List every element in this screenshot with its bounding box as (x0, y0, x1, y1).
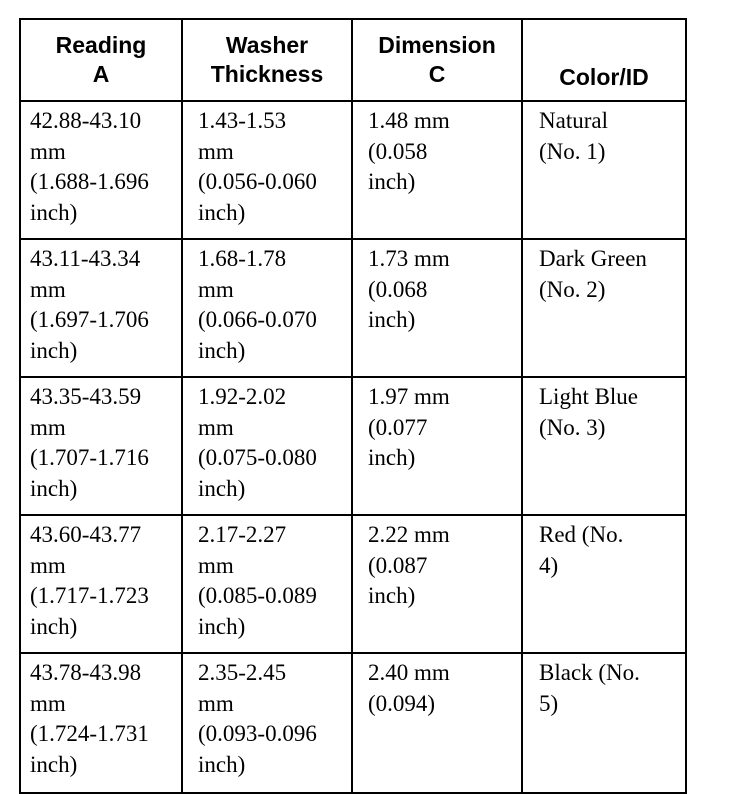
cell-dimension: 1.73 mm (0.068 inch) (352, 239, 522, 377)
table-row (20, 377, 686, 515)
header-washer-thickness (182, 19, 352, 101)
cell-color-id: Red (No. 4) (522, 515, 686, 653)
cell-washer-thickness: 1.68-1.78 mm (0.066-0.070 inch) (182, 239, 352, 377)
header-reading-a (20, 19, 182, 101)
table-row (20, 515, 686, 653)
header-washer-thickness-text: Washer Thickness (210, 32, 324, 87)
cell-washer-thickness: 1.92-2.02 mm (0.075-0.080 inch) (182, 377, 352, 515)
cell-color-id: Black (No. 5) (522, 653, 686, 793)
cell-reading: 43.78-43.98 mm (1.724-1.731 inch) (20, 653, 182, 793)
cell-color-id: Natural (No. 1) (522, 101, 686, 239)
cell-reading: 43.35-43.59 mm (1.707-1.716 inch) (20, 377, 182, 515)
cell-reading: 42.88-43.10 mm (1.688-1.696 inch) (20, 101, 182, 239)
table-header-row (20, 19, 686, 101)
cell-washer-thickness: 2.35-2.45 mm (0.093-0.096 inch) (182, 653, 352, 793)
cell-dimension: 2.40 mm (0.094) (352, 653, 522, 793)
header-dimension-c-text: Dimension C (378, 32, 496, 87)
cell-washer-thickness: 2.17-2.27 mm (0.085-0.089 inch) (182, 515, 352, 653)
header-reading-a-text: Reading A (55, 32, 147, 87)
cell-color-id: Light Blue (No. 3) (522, 377, 686, 515)
header-dimension-c (352, 19, 522, 101)
cell-reading: 43.11-43.34 mm (1.697-1.706 inch) (20, 239, 182, 377)
washer-selection-table (19, 18, 687, 794)
table-row (20, 653, 686, 793)
table-row (20, 101, 686, 239)
header-color-id (522, 19, 686, 101)
table-row (20, 239, 686, 377)
cell-washer-thickness: 1.43-1.53 mm (0.056-0.060 inch) (182, 101, 352, 239)
cell-color-id: Dark Green (No. 2) (522, 239, 686, 377)
header-color-id-text: Color/ID (559, 64, 649, 90)
cell-dimension: 1.97 mm (0.077 inch) (352, 377, 522, 515)
cell-dimension: 2.22 mm (0.087 inch) (352, 515, 522, 653)
cell-dimension: 1.48 mm (0.058 inch) (352, 101, 522, 239)
cell-reading: 43.60-43.77 mm (1.717-1.723 inch) (20, 515, 182, 653)
